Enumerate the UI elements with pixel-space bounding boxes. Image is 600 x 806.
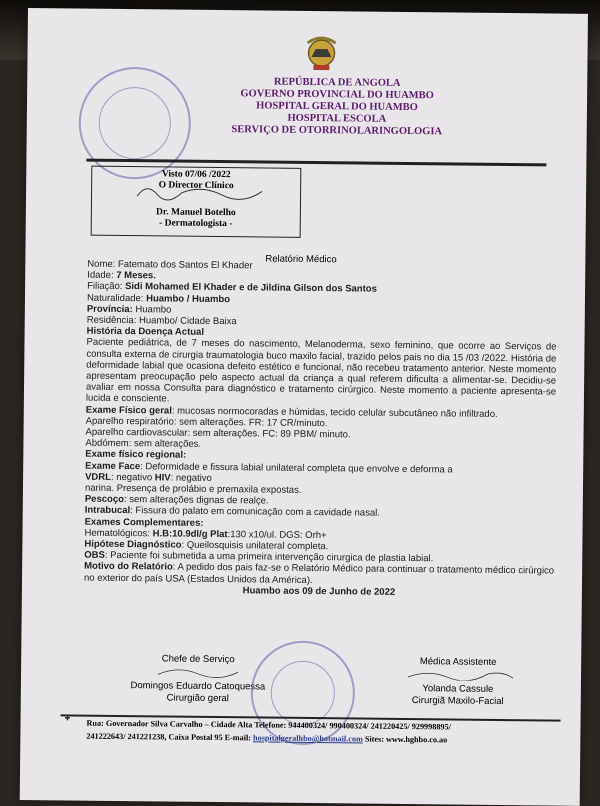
patient-age: Idade: 7 Meses. <box>87 269 156 282</box>
letterhead <box>187 76 488 139</box>
approval-name: Dr. Manuel Botelho <box>156 207 236 219</box>
exam-neck: Pescoço: sem alterações dignas de realçe. <box>84 493 269 507</box>
exam-oral: Intrabucal: Fissura do palato em comunicação com a cavidade nasal. <box>84 505 380 520</box>
exam-general: Exame Físico geral: mucosas normocoradas e húmidas, tecido celular subcutâneo não infiltrado. <box>85 404 498 420</box>
official-stamp-inner <box>98 87 171 160</box>
approval-title: O Director Clínico <box>158 180 234 192</box>
observation: OBS: Paciente foi submetida a uma primeira intervenção cirurgica de plastia labial. <box>84 549 434 565</box>
footer-contact <box>86 717 556 748</box>
exam-respiratory: Aparelho respiratório: sem alterações. FR: 17 CR/minuto. <box>85 415 328 430</box>
patient-residence: Residência: Huambo/ Cidade Baixa <box>86 314 237 328</box>
director-signature <box>132 182 282 204</box>
signature-left-name: Domingos Eduardo Catoquessa <box>130 680 266 693</box>
chief-signature <box>138 665 258 678</box>
approval-role: - Dermatologista - <box>159 218 233 230</box>
signature-right-title: Médica Assistente <box>419 656 497 668</box>
official-stamp-bottom-inner <box>271 661 336 726</box>
signature-left-title: Chefe de Serviço <box>161 653 235 666</box>
patient-naturality: Naturalidade: Huambo / Huambo <box>86 292 231 305</box>
header-line: REPÚBLICA DE ANGOLA <box>273 76 401 89</box>
hospital-logo-icon: ✚ <box>64 715 71 723</box>
report-body <box>84 259 557 600</box>
exam-nose: narina. Presença de prolábio e premaxila expostas. <box>84 482 302 496</box>
approval-box <box>91 166 302 238</box>
signature-right-name: Yolanda Cassule <box>422 683 494 695</box>
approval-date: Visto 07/06 /2022 <box>161 169 231 181</box>
header-line: GOVERNO PROVINCIAL DO HUAMBO <box>240 88 434 102</box>
assistant-signature <box>398 667 518 680</box>
history-text: Paciente pediátrica, de 7 meses do nascimento, Melanoderma, sexo feminino, que ocorre ao Serviços de consulta externa de cirurgia traumatologia buco maxilo facial, trazido pelos pais no dia 15 /03 /2022. História de deformidade labial que ocasiona defeito estético e funcional, não recebeu tratamento anterior. Neste momento apresentam preocupação pelo aspecto actual da criança a qual referem dificulta a alimentar-se. Decidiu-se avaliar em nossa Consulta para diagnóstico e tratamento cirúrgico. Neste momento a paciente apresenta-se lucida e consciente. <box>85 337 557 405</box>
complementary-heading: Exames Complementares: <box>84 516 204 529</box>
header-line: HOSPITAL GERAL DO HUAMBO <box>256 100 418 114</box>
history-heading: História da Doença Actual <box>86 325 205 339</box>
signature-left-role: Cirurgião geral <box>166 691 229 704</box>
report-date: Huambo aos 09 de Junho de 2022 <box>242 585 396 598</box>
regional-heading: Exame físico regional: <box>85 449 187 462</box>
patient-filiation: Filiação: Sidi Mohamed El Khader e de Jildina Gilson dos Santos <box>87 281 377 296</box>
hematology: Hematológicos: H.B:10.9dl/g Plat:130 x10/ul. DGS: Orh+ <box>84 527 327 542</box>
exam-abdomen: Abdómem: sem alterações. <box>85 437 202 451</box>
report-motive: Motivo do Relatório: A pedido dos pais faz-se o Relatório Médico para continuar o tratamento médico cirúrgico no exterior do país USA (Estados Unidos da América). <box>83 561 555 586</box>
footer-email-link[interactable]: hospitalgeralhbo@hotmail.com <box>253 733 363 744</box>
exam-cardio: Aparelho cardiovascular: sem alterações. FC: 89 PBM/ minuto. <box>85 426 351 441</box>
document-page <box>20 8 588 806</box>
header-line: HOSPITAL ESCOLA <box>287 112 387 125</box>
signature-right-role: Cirurgiã Maxilo-Facial <box>411 694 504 707</box>
signature-right <box>383 656 534 708</box>
patient-name: Nome: Fatemato dos Santos El Khader <box>87 258 253 272</box>
header-line: SERVIÇO DE OTORRINOLARINGOLOGIA <box>231 124 443 138</box>
exam-face: Exame Face: Deformidade e fissura labial unilateral completa que envolve e deforma a <box>85 460 453 476</box>
coat-of-arms-icon <box>299 33 343 73</box>
footer-line-1: Rua: Governador Silva Carvalho – Cidade Alta Telefone: 944400324/ 990400324/ 241220425/ 929998895/ <box>86 718 451 732</box>
exam-serology: VDRL: negativo HIV: negativo <box>85 471 212 484</box>
footer-line-2: 241222643/ 241221238, Caixa Postal 95 E-mail: hospitalgeralhbo@hotmail.com Sites: www.hghbo.co.ao <box>86 731 448 745</box>
patient-province: Província: Huambo <box>86 303 172 316</box>
report-title: Relatório Médico <box>265 253 337 266</box>
diagnosis: Hipótese Diagnóstico: Queilosquisis unilateral completa. <box>84 538 329 553</box>
